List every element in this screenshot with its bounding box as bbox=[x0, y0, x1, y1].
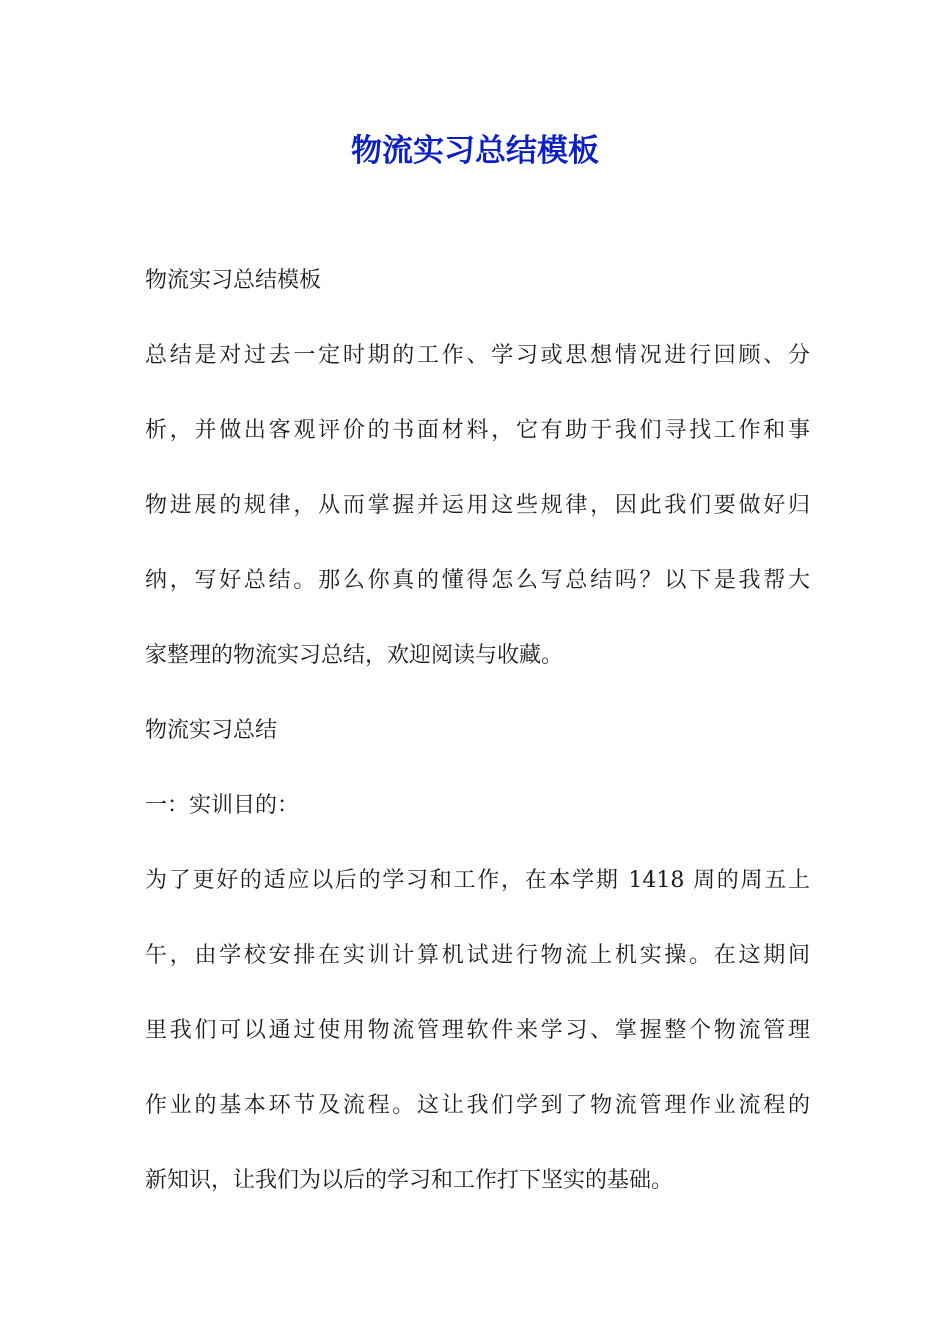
text-line: 为了更好的适应以后的学习和工作，在本学期 1418 周的周五上 bbox=[145, 868, 810, 893]
text-line: 纳，写好总结。那么你真的懂得怎么写总结吗？以下是我帮大 bbox=[145, 568, 810, 593]
text-line: 物流实习总结 bbox=[145, 718, 278, 743]
text-line: 总结是对过去一定时期的工作、学习或思想情况进行回顾、分 bbox=[145, 343, 810, 368]
text-line: 物进展的规律，从而掌握并运用这些规律，因此我们要做好归 bbox=[145, 493, 810, 518]
text-line: 里我们可以通过使用物流管理软件来学习、掌握整个物流管理 bbox=[145, 1018, 810, 1043]
text-line: 新知识，让我们为以后的学习和工作打下坚实的基础。 bbox=[145, 1168, 674, 1193]
text-line: 午，由学校安排在实训计算机试进行物流上机实操。在这期间 bbox=[145, 943, 810, 968]
document-body bbox=[145, 262, 810, 1199]
text-line: 一：实训目的： bbox=[145, 793, 300, 818]
text-line: 物流实习总结模板 bbox=[145, 268, 322, 293]
text-line: 作业的基本环节及流程。这让我们学到了物流管理作业流程的 bbox=[145, 1093, 810, 1118]
document-title: 物流实习总结模板 bbox=[351, 133, 599, 169]
text-line: 家整理的物流实习总结，欢迎阅读与收藏。 bbox=[145, 643, 564, 668]
text-line: 析，并做出客观评价的书面材料，它有助于我们寻找工作和事 bbox=[145, 418, 810, 443]
